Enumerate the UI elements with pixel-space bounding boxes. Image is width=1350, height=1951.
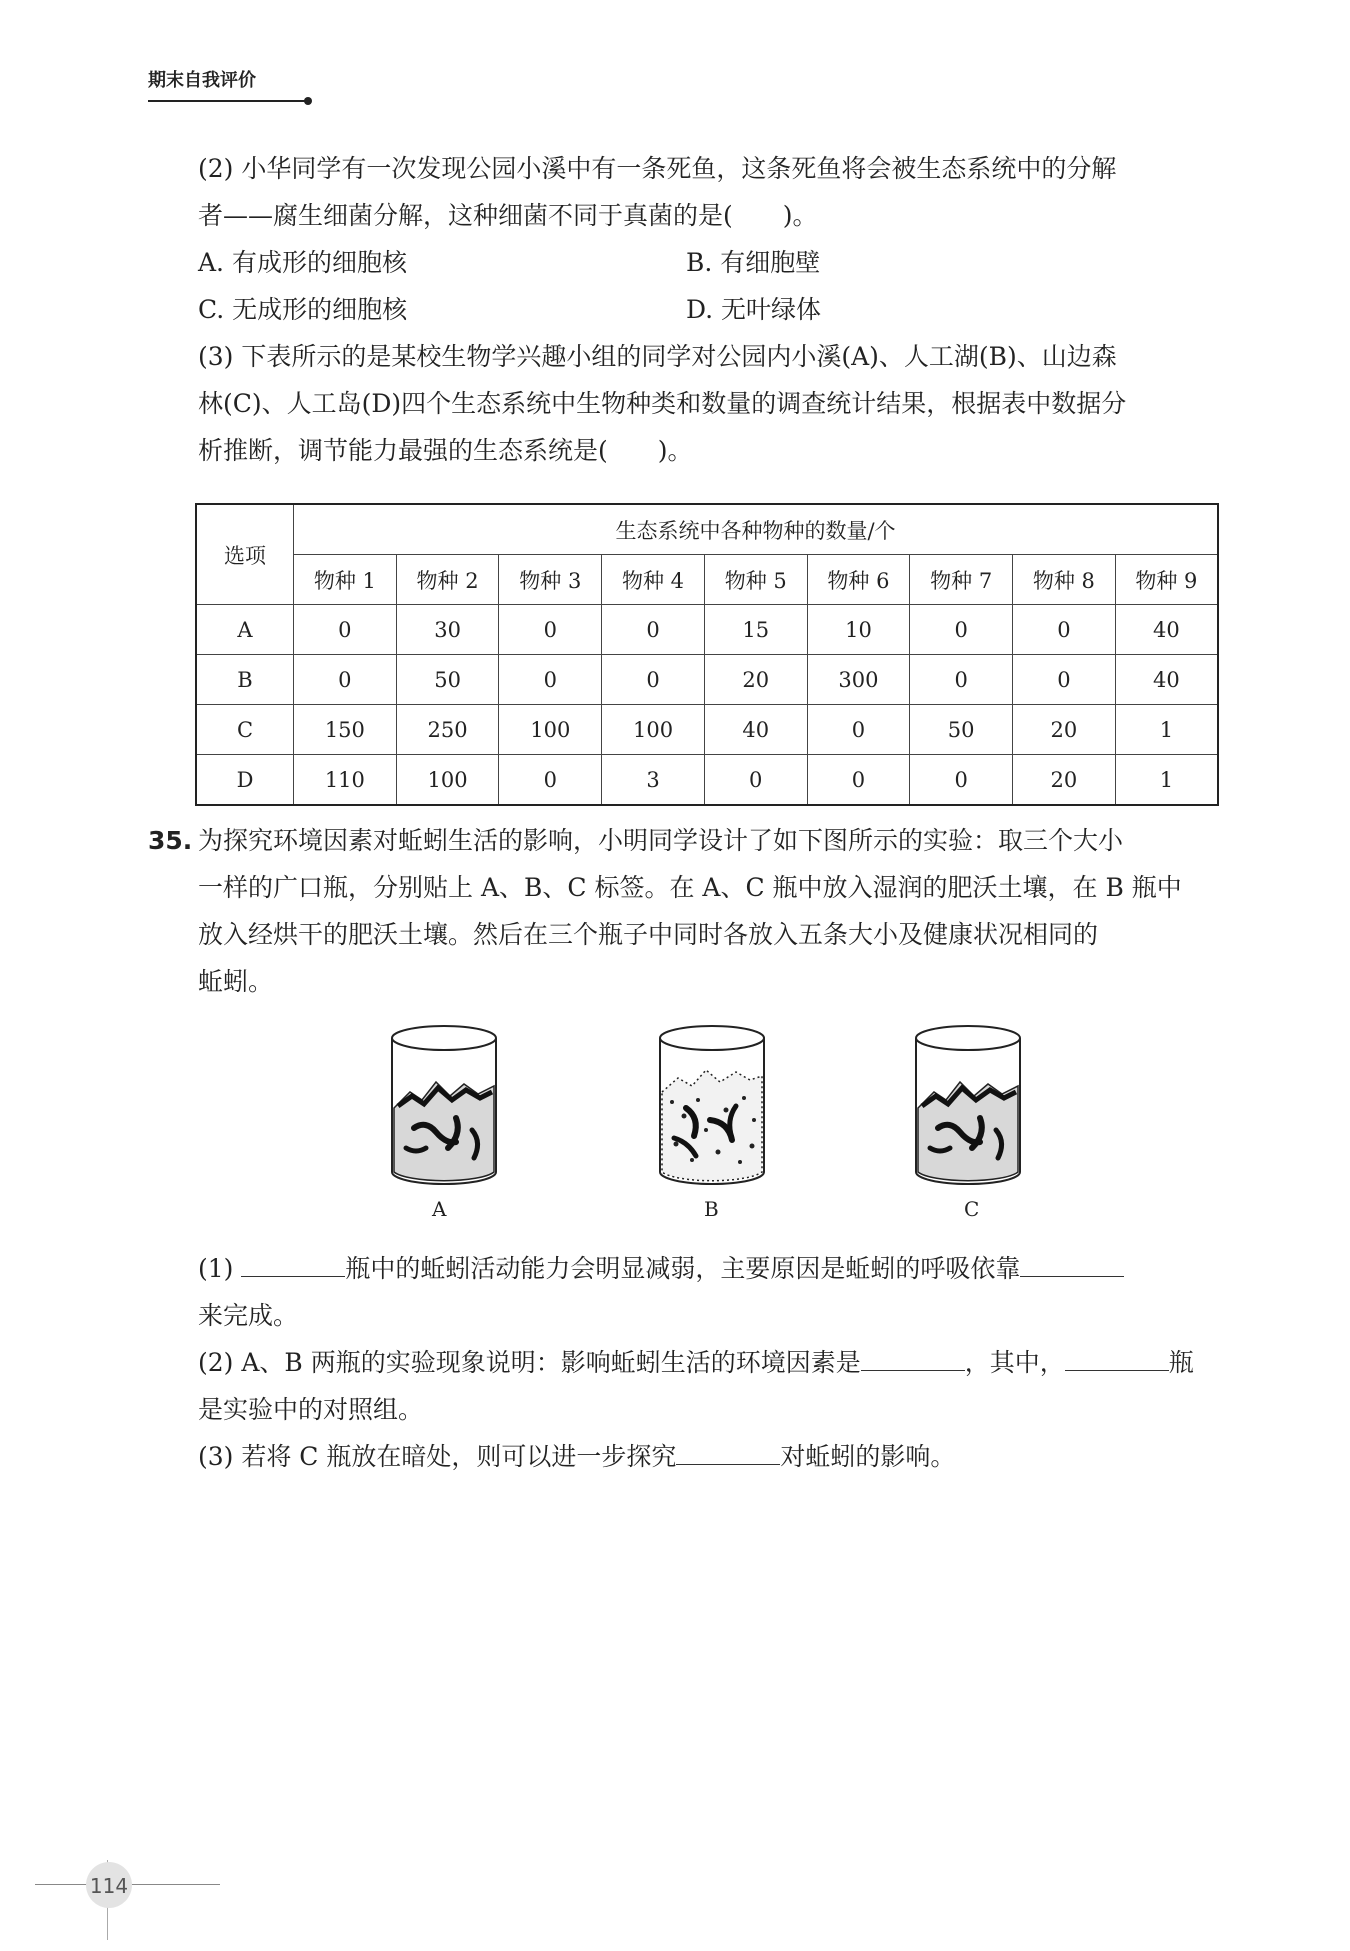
table-cell: 0: [294, 655, 397, 705]
question-number-35: 35.: [148, 826, 193, 855]
jar-label-c: C: [964, 1197, 980, 1221]
table-row: [196, 755, 1218, 806]
page-number: 114: [89, 1874, 129, 1898]
answer-blank[interactable]: [676, 1444, 780, 1465]
table-row: [196, 705, 1218, 755]
q35-part2-middle: ，其中，: [964, 1348, 1065, 1377]
header-rule: [148, 100, 308, 102]
answer-blank[interactable]: [1065, 1350, 1169, 1371]
table-cell: 0: [807, 755, 910, 806]
q35-part2-line2: 是实验中的对照组。: [198, 1395, 424, 1424]
species-header: 物种 9: [1115, 555, 1218, 605]
species-header: 物种 3: [499, 555, 602, 605]
jar-a: [392, 1026, 496, 1184]
row-label: A: [196, 605, 294, 655]
q34-part2-line2: 者——腐生细菌分解，这种细菌不同于真菌的是( )。: [198, 201, 818, 230]
q34-part3-line1: (3) 下表所示的是某校生物学兴趣小组的同学对公园内小溪(A)、人工湖(B)、山边森: [198, 342, 1117, 371]
q35-intro-line1: 为探究环境因素对蚯蚓生活的影响，小明同学设计了如下图所示的实验：取三个大小: [198, 826, 1124, 855]
species-header: 物种 5: [704, 555, 807, 605]
table-cell: 0: [602, 655, 705, 705]
table-cell: 40: [1115, 605, 1218, 655]
table-cell: 0: [294, 605, 397, 655]
species-header: 物种 2: [396, 555, 499, 605]
species-header: 物种 8: [1013, 555, 1116, 605]
table-cell: 0: [910, 755, 1013, 806]
q34-option-a: A. 有成形的细胞核: [198, 248, 407, 277]
q35-intro-line2: 一样的广口瓶，分别贴上 A、B、C 标签。在 A、C 瓶中放入湿润的肥沃土壤，在 B 瓶中: [198, 873, 1182, 902]
species-header: 物种 7: [910, 555, 1013, 605]
q35-part3-suffix: 对蚯蚓的影响。: [780, 1442, 956, 1471]
q34-option-d: D. 无叶绿体: [686, 295, 822, 324]
q35-part2-prefix: (2) A、B 两瓶的实验现象说明：影响蚯蚓生活的环境因素是: [198, 1348, 861, 1377]
table-option-header: 选项: [196, 504, 294, 605]
table-cell: 0: [499, 605, 602, 655]
jar-label-b: B: [704, 1197, 719, 1221]
q35-part3-prefix: (3) 若将 C 瓶放在暗处，则可以进一步探究: [198, 1442, 677, 1471]
q34-option-b: B. 有细胞壁: [686, 248, 821, 277]
table-cell: 150: [294, 705, 397, 755]
table-cell: 0: [910, 655, 1013, 705]
table-cell: 0: [499, 755, 602, 806]
q35-part1-line2: 来完成。: [198, 1301, 299, 1330]
table-cell: 0: [1013, 605, 1116, 655]
table-cell: 20: [704, 655, 807, 705]
q35-intro-line4: 蚯蚓。: [198, 967, 274, 996]
table-cell: 20: [1013, 705, 1116, 755]
table-cell: 40: [1115, 655, 1218, 705]
table-cell: 0: [704, 755, 807, 806]
table-cell: 0: [1013, 655, 1116, 705]
table-cell: 0: [499, 655, 602, 705]
row-label: C: [196, 705, 294, 755]
table-cell: 110: [294, 755, 397, 806]
table-row: [196, 655, 1218, 705]
q35-part3-line: [198, 1444, 955, 1469]
answer-blank[interactable]: [241, 1256, 345, 1277]
answer-blank[interactable]: [1020, 1256, 1124, 1277]
row-label: D: [196, 755, 294, 806]
table-cell: 100: [396, 755, 499, 806]
table-species-row: [196, 555, 1218, 605]
table-cell: 1: [1115, 755, 1218, 806]
species-header: 物种 1: [294, 555, 397, 605]
row-label: B: [196, 655, 294, 705]
section-header: 期末自我评价: [148, 70, 256, 91]
table-cell: 100: [602, 705, 705, 755]
species-header: 物种 6: [807, 555, 910, 605]
q35-intro-line3: 放入经烘干的肥沃土壤。然后在三个瓶子中同时各放入五条大小及健康状况相同的: [198, 920, 1099, 949]
table-cell: 300: [807, 655, 910, 705]
q34-part2-line1: (2) 小华同学有一次发现公园小溪中有一条死鱼，这条死鱼将会被生态系统中的分解: [198, 154, 1117, 183]
species-survey-table: [195, 503, 1219, 806]
table-cell: 0: [910, 605, 1013, 655]
table-cell: 40: [704, 705, 807, 755]
table-cell: 15: [704, 605, 807, 655]
jar-c: [916, 1026, 1020, 1184]
q35-part1-text: 瓶中的蚯蚓活动能力会明显减弱，主要原因是蚯蚓的呼吸依靠: [345, 1254, 1021, 1283]
q34-part3-line3: 析推断，调节能力最强的生态系统是( )。: [198, 436, 693, 465]
table-row: [196, 605, 1218, 655]
q35-part1-line1: [198, 1256, 1124, 1281]
header-dot: [304, 97, 312, 105]
q35-part2-line1: [198, 1350, 1194, 1375]
table-cell: 0: [602, 605, 705, 655]
table-cell: 30: [396, 605, 499, 655]
table-cell: 20: [1013, 755, 1116, 806]
table-group-header: 生态系统中各种物种的数量/个: [294, 504, 1219, 555]
q35-part1-prefix: (1): [198, 1254, 234, 1283]
species-header: 物种 4: [602, 555, 705, 605]
table-cell: 3: [602, 755, 705, 806]
answer-blank[interactable]: [861, 1350, 965, 1371]
table-cell: 100: [499, 705, 602, 755]
table-cell: 50: [396, 655, 499, 705]
table-cell: 250: [396, 705, 499, 755]
table-cell: 10: [807, 605, 910, 655]
q34-option-c: C. 无成形的细胞核: [198, 295, 408, 324]
table-cell: 50: [910, 705, 1013, 755]
jar-b: [660, 1026, 764, 1184]
q34-part3-line2: 林(C)、人工岛(D)四个生态系统中生物种类和数量的调查统计结果，根据表中数据分: [198, 389, 1127, 418]
table-cell: 0: [807, 705, 910, 755]
jar-label-a: A: [432, 1197, 447, 1221]
table-cell: 1: [1115, 705, 1218, 755]
q35-part2-suffix: 瓶: [1168, 1348, 1194, 1377]
